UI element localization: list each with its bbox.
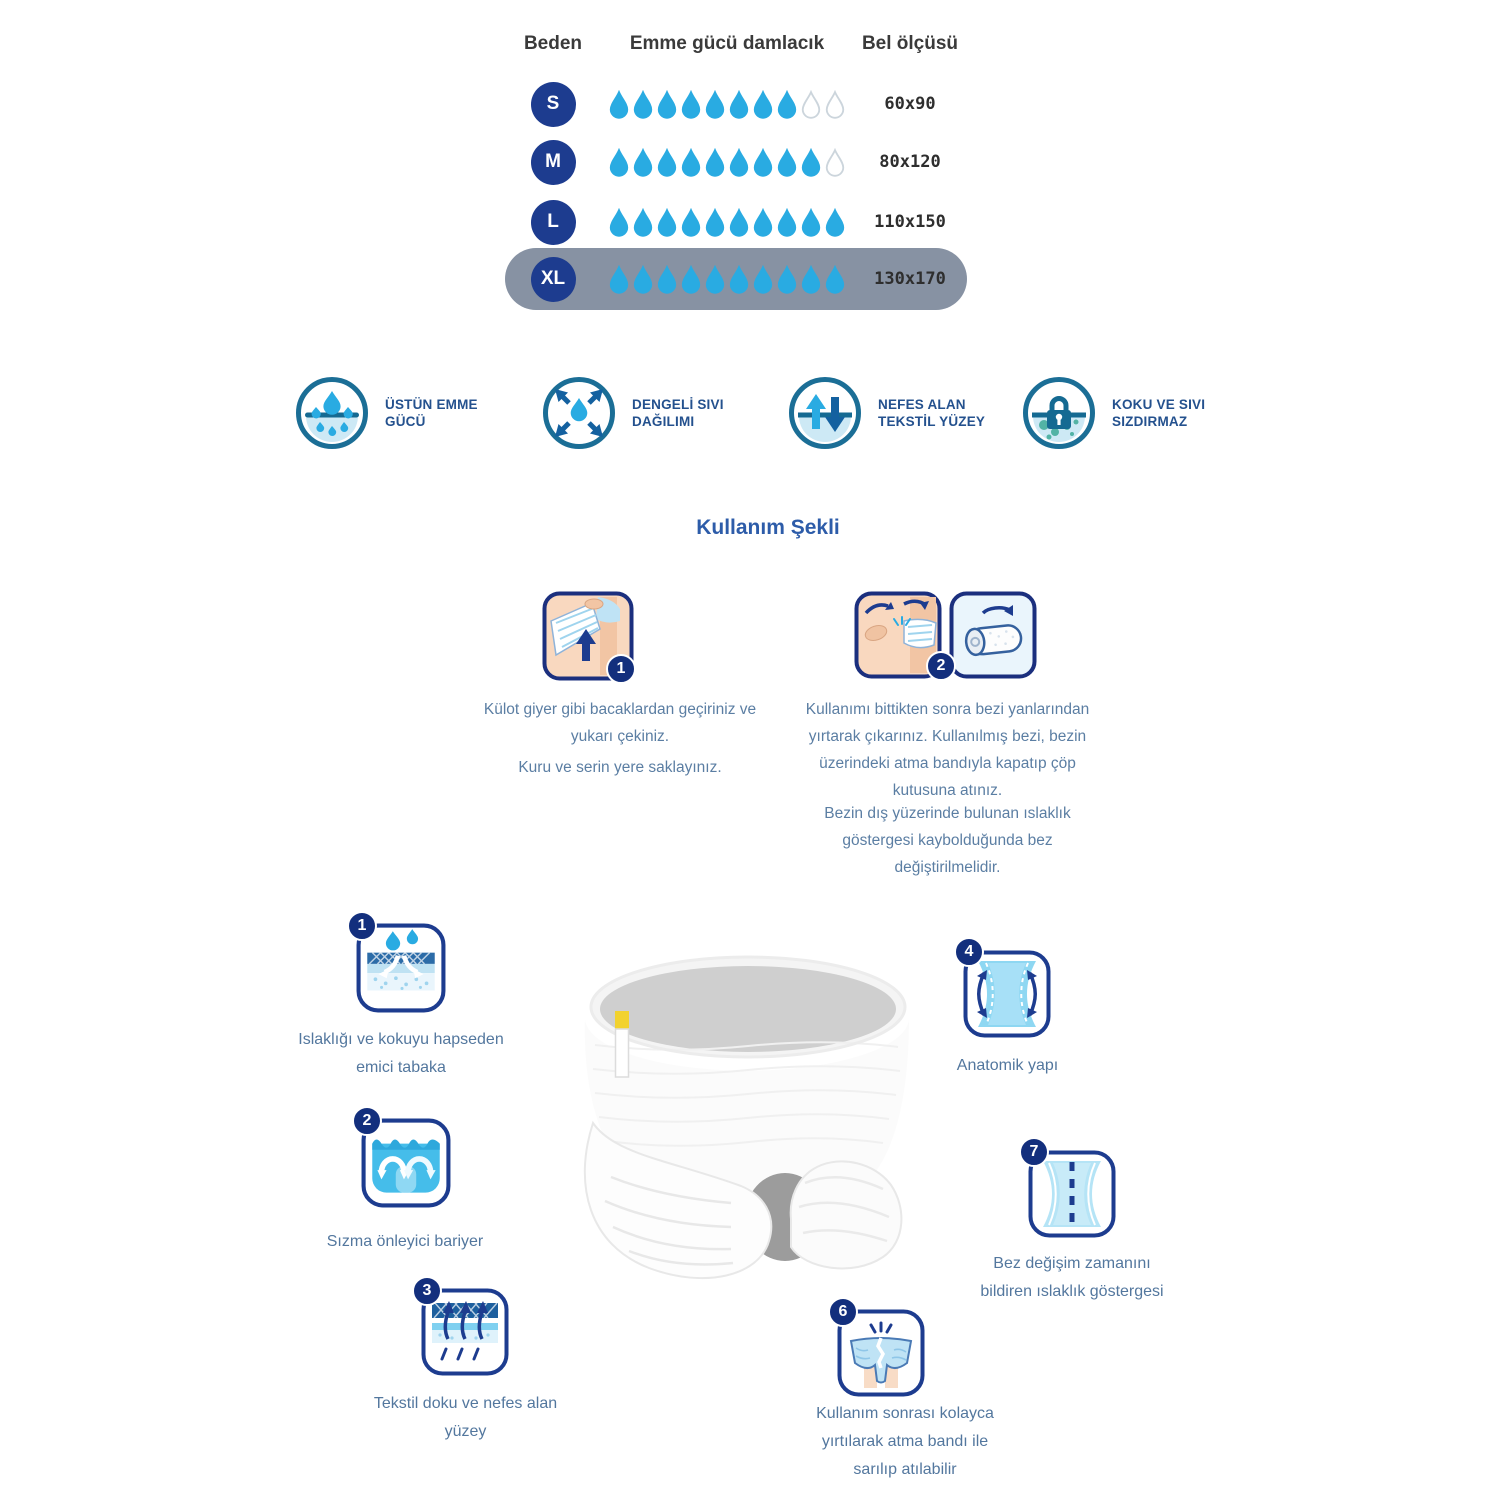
drop-filled-icon (608, 148, 630, 177)
drop-filled-icon (656, 148, 678, 177)
drop-filled-icon (800, 265, 822, 294)
step2-illustration-roll (949, 591, 1037, 679)
drop-filled-icon (656, 208, 678, 237)
step-number-badge: 1 (606, 654, 636, 684)
drop-filled-icon (824, 208, 846, 237)
feature-label: KOKU VE SIVI SIZDIRMAZ (1112, 397, 1206, 429)
waist-value: 110x150 (874, 212, 946, 232)
waist-value: 80x120 (879, 152, 941, 172)
breathable-surface-icon (787, 375, 863, 451)
callout-label: Tekstil doku ve nefes alan yüzey (373, 1395, 558, 1440)
callout-label: Islaklığı ve kokuyu hapseden emici tabaka (298, 1031, 504, 1076)
drop-filled-icon (728, 208, 750, 237)
feature-breathable (787, 375, 1010, 451)
drop-filled-icon (632, 148, 654, 177)
size-col-header: Beden (523, 33, 583, 54)
callout-number-badge: 7 (1019, 1137, 1049, 1167)
drop-filled-icon (656, 265, 678, 294)
callout-number-badge: 1 (347, 911, 377, 941)
drop-filled-icon (776, 90, 798, 119)
drop-filled-icon (704, 208, 726, 237)
step1-text-1: Külot giyer gibi bacaklardan geçiriniz ve yukarı çekiniz. (483, 701, 757, 745)
odor-lock-icon (1021, 375, 1097, 451)
wetness-strip-yellow (615, 1011, 629, 1029)
drop-filled-icon (704, 148, 726, 177)
drop-filled-icon (752, 90, 774, 119)
drop-filled-icon (704, 90, 726, 119)
product-photo (553, 945, 943, 1295)
absorbency-drops-row (601, 192, 853, 252)
drop-filled-icon (680, 265, 702, 294)
absorbency-drops-row (601, 74, 853, 134)
drop-filled-icon (608, 90, 630, 119)
drop-filled-icon (776, 208, 798, 237)
absorbency-drops-icon (294, 375, 370, 451)
size-row-l (505, 192, 967, 252)
drop-filled-icon (824, 265, 846, 294)
drop-empty-icon (824, 148, 846, 177)
feature-absorbency (294, 375, 517, 451)
drop-filled-icon (776, 265, 798, 294)
callout-number-badge: 2 (352, 1106, 382, 1136)
usage-section-title: Kullanım Şekli (696, 516, 840, 539)
size-badge-m: M (531, 140, 576, 185)
drop-filled-icon (632, 90, 654, 119)
feature-label: ÜSTÜN EMME GÜCÜ (385, 397, 478, 429)
drop-filled-icon (680, 148, 702, 177)
drop-empty-icon (824, 90, 846, 119)
liquid-distribution-icon (541, 375, 617, 451)
size-badge-xl: XL (531, 257, 576, 302)
callout-label: Anatomik yapı (956, 1057, 1059, 1074)
feature-odor-lock (1021, 375, 1244, 451)
waist-value: 130x170 (874, 269, 946, 289)
size-badge-s: S (531, 82, 576, 127)
drop-filled-icon (608, 208, 630, 237)
drop-filled-icon (632, 208, 654, 237)
feature-label: DENGELİ SIVI DAĞILIMI (632, 397, 724, 429)
drop-filled-icon (800, 208, 822, 237)
callout-number-badge: 4 (954, 937, 984, 967)
callout-label: Kullanım sonrası kolayca yırtılarak atma bandı ile sarılıp atılabilir (816, 1405, 994, 1478)
drop-filled-icon (608, 265, 630, 294)
drop-filled-icon (752, 208, 774, 237)
size-row-s (505, 74, 967, 134)
drop-filled-icon (680, 90, 702, 119)
absorbency-drops-row (601, 132, 853, 192)
step2-text-1: Kullanımı bittikten sonra bezi yanlarından yırtarak çıkarınız. Kullanılmış bezi, bezin üzerindeki atma bandıyla kapatıp çöp kutusuna atınız. (805, 701, 1090, 799)
callout-label: Bez değişim zamanını bildiren ıslaklık göstergesi (980, 1255, 1164, 1300)
size-badge-l: L (531, 200, 576, 245)
callout-label: Sızma önleyici bariyer (326, 1233, 484, 1250)
feature-label: NEFES ALAN TEKSTİL YÜZEY (878, 397, 986, 429)
absorbency-drops-row (601, 249, 853, 309)
absorbency-col-header: Emme gücü damlacık (629, 33, 825, 54)
drop-filled-icon (656, 90, 678, 119)
waist-col-header: Bel ölçüsü (861, 33, 959, 54)
callout-number-badge: 3 (412, 1276, 442, 1306)
drop-filled-icon (800, 148, 822, 177)
drop-filled-icon (776, 148, 798, 177)
callout-number-badge: 6 (828, 1297, 858, 1327)
step2-text-2: Bezin dış yüzerinde bulunan ıslaklık göstergesi kaybolduğunda bez değiştirilmelidir. (824, 805, 1071, 876)
drop-filled-icon (728, 148, 750, 177)
waist-value: 60x90 (884, 94, 936, 114)
drop-filled-icon (728, 90, 750, 119)
step-number-badge: 2 (926, 651, 956, 681)
drop-filled-icon (752, 148, 774, 177)
drop-empty-icon (800, 90, 822, 119)
drop-filled-icon (752, 265, 774, 294)
size-row-m (505, 132, 967, 192)
feature-distribution (541, 375, 764, 451)
drop-filled-icon (704, 265, 726, 294)
size-row-xl (505, 249, 967, 309)
step1-text-2: Kuru ve serin yere saklayınız. (518, 759, 722, 776)
drop-filled-icon (680, 208, 702, 237)
drop-filled-icon (728, 265, 750, 294)
drop-filled-icon (632, 265, 654, 294)
